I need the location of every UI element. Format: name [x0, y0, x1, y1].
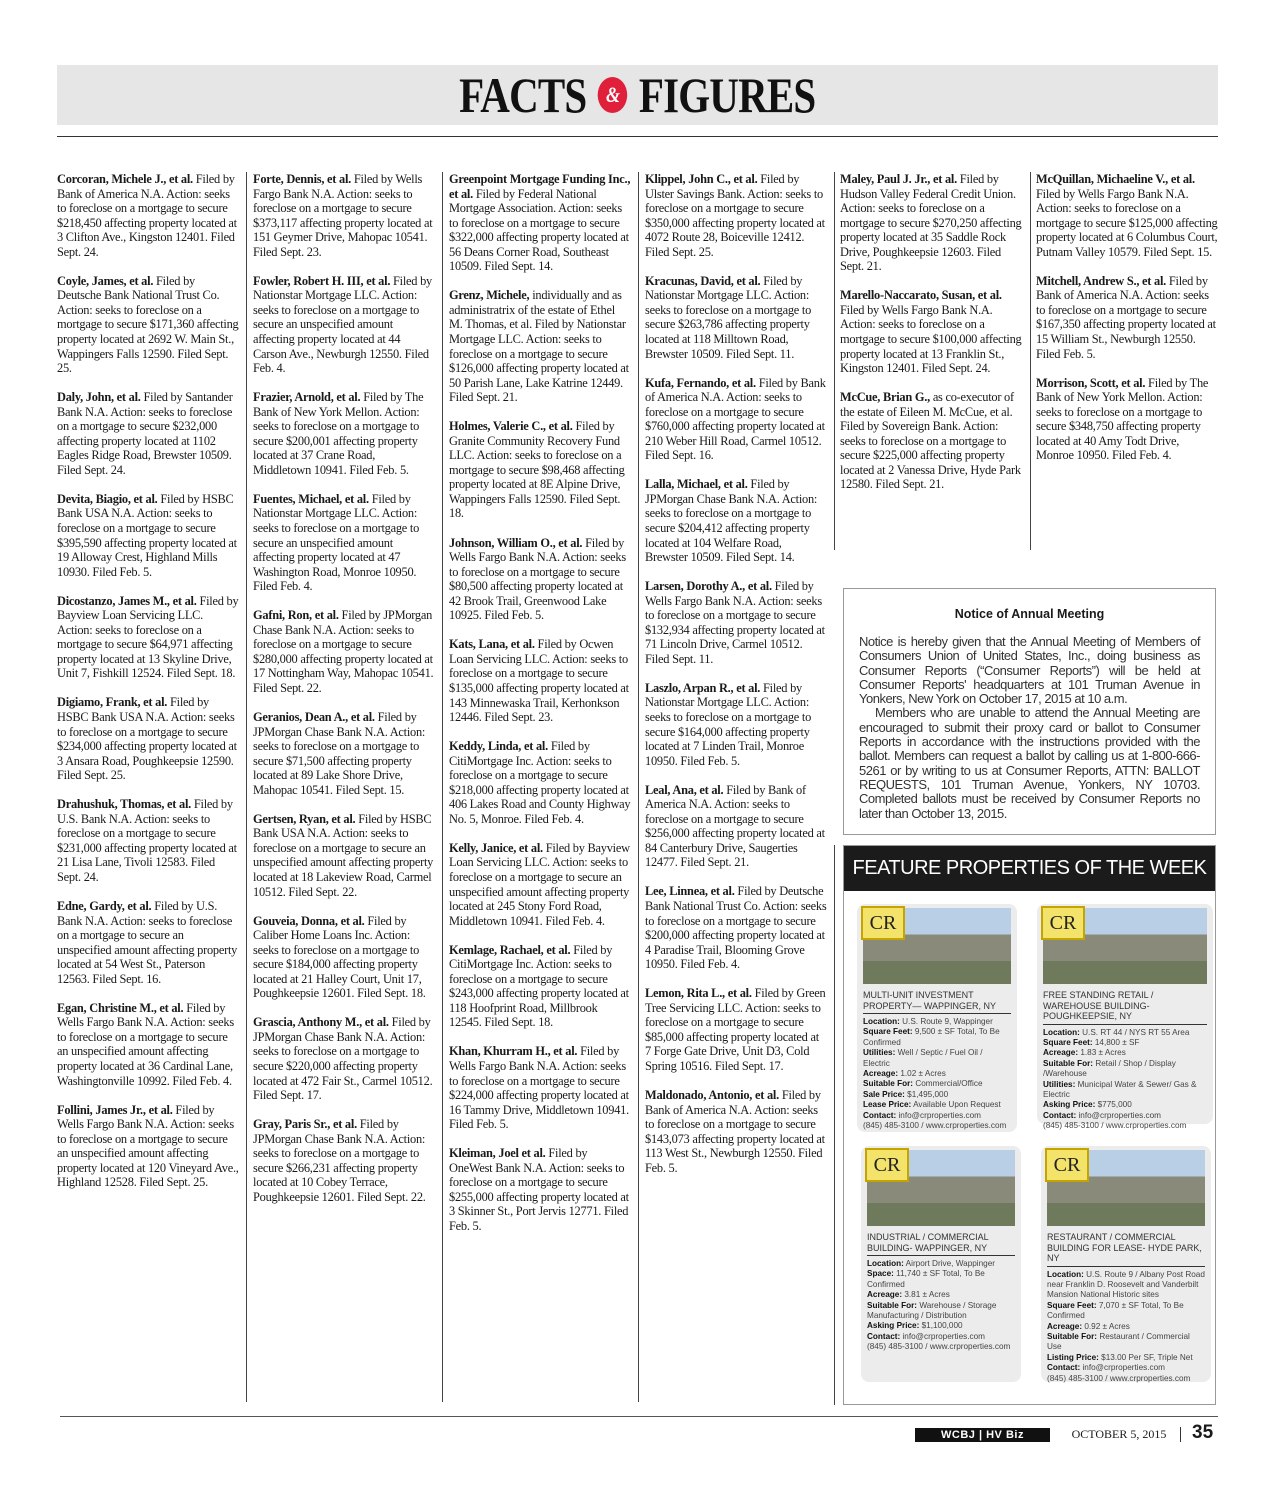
spec-label: Location:	[863, 1017, 900, 1026]
entry-details: Filed by Bayview Loan Servicing LLC. Action: seeks to foreclose on a mortgage to secure $64,971 affecting property located at 13 Skyline Drive, Unit 7, Fishkill 12524. Filed Sept. 18.	[57, 593, 239, 681]
defendant-name: Geranios, Dean A., et al.	[253, 710, 375, 724]
property-spec	[863, 1100, 1011, 1110]
entry-details: Filed by Santander Bank N.A. Action: seeks to foreclose on a mortgage to secure $232,000 affecting property located at 1102 Eagles Ridge Road, Brewster 10509. Filed Sept. 24.	[57, 390, 233, 477]
property-spec	[1043, 1038, 1207, 1048]
defendant-name: Kufa, Fernando, et al.	[645, 375, 756, 390]
property-spec	[1043, 1059, 1207, 1080]
property-spec	[1043, 1121, 1207, 1131]
defendant-name: Keddy, Linda, et al.	[449, 739, 548, 754]
property-spec	[863, 1048, 1011, 1069]
spec-label: Acreage:	[1047, 1321, 1083, 1331]
spec-label: Sale Price:	[863, 1089, 905, 1099]
entry-details: individually and as administratrix of the estate of Ethel M. Thomas, et al. Filed by Nationstar Mortgage LLC. Action: seeks to foreclose on a mortgage to secure $126,000 affecting property located at 50 Parish Lane, Lake Katrine 12449. Filed Sept. 21.	[449, 288, 629, 405]
entry-details: Filed by Wells Fargo Bank N.A. Action: seeks to foreclose on a mortgage to secure $125,000 affecting property located at 6 Columbus Court, Putnam Valley 10579. Filed Sept. 15.	[1036, 186, 1218, 259]
entry-details: Filed by CitiMortgage Inc. Action: seeks to foreclose on a mortgage to secure $243,000 affecting property located at 118 Hoofprint Road, Millbrook 12545. Filed Sept. 18.	[449, 942, 629, 1030]
defendant-name: Gouveia, Donna, et al.	[253, 913, 365, 928]
spec-value: 14,800 ± SF	[1094, 1037, 1140, 1047]
spec-value: (845) 485-3100 / www.crproperties.com	[863, 1121, 1007, 1131]
spec-label: Listing Price:	[1047, 1352, 1099, 1362]
defendant-name: Maley, Paul J. Jr., et al.	[840, 172, 957, 186]
defendant-name: Morrison, Scott, et al.	[1036, 375, 1146, 390]
defendant-name: Kleiman, Joel et al.	[449, 1146, 546, 1161]
defendant-name: Khan, Khurram H., et al.	[449, 1044, 578, 1059]
spec-value: Warehouse / Storage Manufacturing / Distribution	[867, 1300, 997, 1321]
defendant-name: Corcoran, Michele J., et al.	[57, 172, 193, 186]
spec-value: 7,070 ± SF Total, To Be Confirmed	[1047, 1300, 1184, 1321]
entry-details: Filed by JPMorgan Chase Bank N.A. Action: seeks to foreclose on a mortgage to secure $266,231 affecting property located at 10 Cobey Terrace, Poughkeepsie 12601. Filed Sept. 22.	[253, 1117, 426, 1204]
entry-details: Filed by Nationstar Mortgage LLC. Action: seeks to foreclose on a mortgage to secure an unspecified amount affecting property located at 44 Carson Ave., Newburgh 12550. Filed Feb. 4.	[253, 273, 432, 376]
foreclosure-entry	[253, 608, 435, 695]
entry-details: Filed by JPMorgan Chase Bank N.A. Action: seeks to foreclose on a mortgage to secure $71,500 affecting property located at 89 Lake Shore Drive, Mahopac 10541. Filed Sept. 15.	[253, 710, 426, 797]
spec-value: Restaurant / Commercial Use	[1047, 1331, 1190, 1352]
property-spec	[1043, 1100, 1207, 1110]
entry-details: Filed by Wells Fargo Bank N.A. Action: seeks to foreclose on a mortgage to secure an unspecified amount affecting property located at 120 Vineyard Ave., Highland 12528. Filed Sept. 25.	[57, 1102, 239, 1190]
entry-details: Filed by Wells Fargo Bank N.A. Action: seeks to foreclose on a mortgage to secure $373,117 affecting property located at 151 Geymer Drive, Mahopac 10541. Filed Sept. 23.	[253, 172, 433, 259]
foreclosure-entry	[253, 492, 435, 594]
foreclosure-entry	[645, 681, 827, 768]
property-card	[857, 904, 1017, 1132]
spec-value: Airport Drive, Wappinger	[905, 1259, 996, 1268]
property-card	[861, 1146, 1021, 1382]
defendant-name: Gertsen, Ryan, et al.	[253, 811, 356, 826]
defendant-name: Laszlo, Arpan R., et al.	[645, 680, 761, 695]
property-spec	[863, 1027, 1011, 1048]
entry-details: Filed by Wells Fargo Bank N.A. Action: seeks to foreclose on a mortgage to secure an unspecified amount affecting property located at 36 Cardinal Lane, Washingtonville 10992. Filed Feb. 4.	[57, 1000, 234, 1088]
annual-meeting-notice	[843, 588, 1216, 835]
spec-value: $1,495,000	[907, 1089, 949, 1099]
property-spec	[1043, 1048, 1207, 1058]
spec-value: 1.02 ± Acres	[900, 1069, 946, 1079]
entry-details: Filed by Nationstar Mortgage LLC. Action: seeks to foreclose on a mortgage to secure an unspecified amount affecting property located at 47 Washington Road, Monroe 10950. Filed Feb. 4.	[253, 491, 420, 594]
spec-label: Square Feet:	[1047, 1300, 1097, 1310]
property-card	[1041, 1146, 1211, 1382]
defendant-name: Devita, Biagio, et al.	[57, 491, 158, 506]
column-5	[840, 172, 1022, 506]
property-spec	[867, 1321, 1015, 1331]
foreclosure-entry	[449, 943, 631, 1030]
foreclosure-entry	[449, 419, 631, 521]
foreclosure-entry	[1036, 274, 1218, 361]
property-photo	[867, 1150, 1015, 1226]
column-divider	[834, 172, 835, 550]
defendant-name: Frazier, Arnold, et al.	[253, 390, 361, 405]
spec-value: Retail / Shop / Display /Warehouse	[1043, 1058, 1176, 1079]
spec-label: Square Feet:	[863, 1027, 913, 1037]
column-3	[449, 172, 631, 1248]
column-divider	[638, 172, 639, 1402]
foreclosure-entry	[449, 1044, 631, 1131]
cr-logo: CR	[1041, 906, 1085, 940]
spec-label: Space:	[867, 1269, 894, 1279]
entry-details: Filed by Bank of America N.A. Action: seeks to foreclose on a mortgage to secure $167,350 affecting property located at 15 William St., Newburgh 12550. Filed Feb. 5.	[1036, 273, 1216, 361]
page-title	[459, 66, 815, 124]
spec-value: info@crproperties.com	[898, 1110, 981, 1120]
entry-details: Filed by Nationstar Mortgage LLC. Action: seeks to foreclose on a mortgage to secure $164,000 affecting property located at 7 Linden Trail, Monroe 10950. Filed Feb. 5.	[645, 680, 812, 768]
foreclosure-entry	[645, 477, 827, 564]
entry-details: Filed by JPMorgan Chase Bank N.A. Action: seeks to foreclose on a mortgage to secure $204,412 affecting property located at 104 Welfare Road, Brewster 10509. Filed Sept. 14.	[645, 477, 818, 565]
foreclosure-entry	[645, 884, 827, 971]
spec-label: Contact:	[867, 1331, 901, 1341]
foreclosure-entry	[645, 783, 827, 870]
property-spec	[1043, 1111, 1207, 1121]
masthead	[57, 65, 1218, 125]
page-number: 35	[1192, 1422, 1214, 1443]
entry-details: Filed by Wells Fargo Bank N.A. Action: seeks to foreclose on a mortgage to secure $80,500 affecting property located at 42 Brook Trail, Greenwood Lake 10925. Filed Feb. 5.	[449, 535, 626, 623]
foreclosure-entry	[253, 1015, 435, 1102]
entry-details: Filed by Wells Fargo Bank N.A. Action: seeks to foreclose on a mortgage to secure $224,000 affecting property located at 16 Tammy Drive, Middletown 10941. Filed Feb. 5.	[449, 1044, 629, 1132]
defendant-name: Drahushuk, Thomas, et al.	[57, 797, 191, 812]
spec-label: Suitable For:	[863, 1079, 914, 1089]
spec-label: Suitable For:	[867, 1300, 918, 1310]
cr-logo: CR	[1045, 1148, 1089, 1182]
spec-label: Asking Price:	[1043, 1100, 1096, 1110]
spec-value: U.S. Route 9 / Albany Post Road near Franklin D. Roosevelt and Vanderbilt Mansion National Historic sites	[1047, 1269, 1205, 1300]
defendant-name: Grenz, Michele,	[449, 288, 530, 303]
entry-details: Filed by U.S. Bank N.A. Action: seeks to foreclose on a mortgage to secure $231,000 affecting property located at 21 Lisa Lane, Tivoli 12583. Filed Sept. 24.	[57, 797, 237, 884]
foreclosure-entry	[57, 594, 239, 681]
spec-value: $1,100,000	[921, 1321, 963, 1331]
property-spec	[867, 1269, 1015, 1290]
entry-details: Filed by Ocwen Loan Servicing LLC. Action: seeks to foreclose on a mortgage to secure $135,000 affecting property located at 143 Minnewaska Trail, Kerhonkson 12446. Filed Sept. 23.	[449, 637, 629, 725]
spec-label: Contact:	[1043, 1110, 1077, 1120]
foreclosure-entry	[253, 390, 435, 477]
entry-details: Filed by HSBC Bank USA N.A. Action: seeks to foreclose on a mortgage to secure $395,590 affecting property located at 19 Alloway Crest, Highland Mills 10930. Filed Feb. 5.	[57, 491, 237, 579]
entry-details: Filed by Bank of America N.A. Action: seeks to foreclose on a mortgage to secure $218,450 affecting property located at 3 Clifton Ave., Kingston 12401. Filed Sept. 24.	[57, 172, 237, 259]
spec-value: U.S. Route 9, Wappinger	[902, 1017, 993, 1026]
notice-title: Notice of Annual Meeting	[954, 607, 1105, 621]
foreclosure-entry	[57, 797, 239, 884]
entry-details: as co-executor of the estate of Eileen M. McCue, et al. Filed by Sovereign Bank. Action: seeks to foreclose on a mortgage to secure $225,000 affecting property located at 2 Vanessa Drive, Hyde Park 12580. Filed Sept. 21.	[840, 390, 1021, 492]
foreclosure-entry	[57, 390, 239, 477]
spec-value: (845) 485-3100 / www.crproperties.com	[1043, 1121, 1187, 1131]
entry-details: Filed by Wells Fargo Bank N.A. Action: seeks to foreclose on a mortgage to secure $100,000 affecting property located at 13 Franklin St., Kingston 12401. Filed Sept. 24.	[840, 302, 1022, 376]
property-spec	[867, 1259, 1015, 1269]
defendant-name: Lee, Linnea, et al.	[645, 884, 735, 899]
spec-label: Acreage:	[863, 1069, 899, 1079]
property-spec	[867, 1290, 1015, 1300]
foreclosure-entry	[840, 288, 1022, 375]
property-spec	[863, 1069, 1011, 1079]
issue-date: OCTOBER 5, 2015	[1058, 1427, 1181, 1442]
defendant-name: McCue, Brian G.,	[840, 390, 930, 405]
defendant-name: Forte, Dennis, et al.	[253, 172, 351, 186]
column-divider	[834, 845, 835, 1405]
column-6	[1036, 172, 1218, 477]
foreclosure-entry	[645, 986, 827, 1073]
defendant-name: McQuillan, Michaeline V., et al.	[1036, 172, 1195, 186]
spec-label: Location:	[1047, 1269, 1084, 1279]
spec-value: (845) 485-3100 / www.crproperties.com	[867, 1342, 1011, 1352]
spec-label: Location:	[867, 1259, 904, 1268]
defendant-name: Fuentes, Michael, et al.	[253, 491, 369, 506]
foreclosure-entry	[645, 376, 827, 463]
defendant-name: Kracunas, David, et al.	[645, 273, 761, 288]
spec-value: U.S. RT 44 / NYS RT 55 Area	[1082, 1027, 1190, 1037]
defendant-name: Fowler, Robert H. III, et al.	[253, 273, 391, 288]
defendant-name: Kelly, Janice, et al.	[449, 840, 543, 855]
spec-value: 9,500 ± SF Total, To Be Confirmed	[863, 1027, 1000, 1047]
property-spec	[863, 1111, 1011, 1121]
spec-value: info@crproperties.com	[1078, 1110, 1161, 1120]
foreclosure-entry	[253, 914, 435, 1001]
entry-details: Filed by Wells Fargo Bank N.A. Action: seeks to foreclose on a mortgage to secure $132,934 affecting property located at 71 Lincoln Drive, Carmel 10512. Filed Sept. 11.	[645, 579, 825, 666]
spec-value: 1.83 ± Acres	[1080, 1048, 1126, 1058]
column-divider	[442, 172, 443, 1402]
property-spec	[867, 1332, 1015, 1342]
property-spec	[1047, 1322, 1205, 1332]
foreclosure-entry	[57, 172, 239, 259]
entry-details: Filed by U.S. Bank N.A. Action: seeks to foreclose on a mortgage to secure an unspecified amount affecting property located at 54 West St., Paterson 12563. Filed Sept. 16.	[57, 899, 238, 986]
foreclosure-entry	[449, 637, 631, 724]
entry-details: Filed by Caliber Home Loans Inc. Action: seeks to foreclose on a mortgage to secure $184,000 affecting property located at 21 Halley Court, Unit 17, Poughkeepsie 12601. Filed Sept. 18.	[253, 913, 426, 1001]
foreclosure-entry	[1036, 376, 1218, 463]
defendant-name: Mitchell, Andrew S., et al.	[1036, 273, 1166, 288]
spec-value: Available Upon Request	[913, 1100, 1001, 1110]
defendant-name: Coyle, James, et al.	[57, 273, 154, 288]
defendant-name: Larsen, Dorothy A., et al.	[645, 579, 772, 594]
column-divider	[1030, 172, 1031, 550]
foreclosure-entry	[253, 274, 435, 376]
publication-name: WCBJ | HV Biz	[915, 1428, 1050, 1442]
spec-label: Utilities:	[863, 1048, 896, 1058]
property-spec	[1047, 1353, 1205, 1363]
feature-title: FEATURE PROPERTIES OF THE WEEK	[844, 846, 1215, 891]
notice-paragraph: Notice is hereby given that the Annual Meeting of Members of Consumers Union of United States, Inc., doing business as Consumer Reports (“Consumer Reports”) will be held at Consumer Reports' headquarters at 101 Truman Avenue in Yonkers, New York on October 17, 2015 at 10 a.m.	[859, 634, 1200, 707]
property-spec	[867, 1342, 1015, 1352]
entry-details: Filed by Bayview Loan Servicing LLC. Action: seeks to foreclose on a mortgage to secure an unspecified amount affecting property located at 245 Stony Ford Road, Middletown 10941. Filed Feb. 4.	[449, 840, 630, 928]
defendant-name: Lalla, Michael, et al.	[645, 477, 748, 492]
defendant-name: Edne, Gardy, et al.	[57, 899, 152, 914]
ampersand-badge: &	[598, 77, 628, 113]
bottom-divider	[60, 1416, 1218, 1417]
defendant-name: Grascia, Anthony M., et al.	[253, 1015, 389, 1030]
entry-details: Filed by JPMorgan Chase Bank N.A. Action: seeks to foreclose on a mortgage to secure $280,000 affecting property located at 17 Nottingham Way, Mahopac 10541. Filed Sept. 22.	[253, 608, 434, 695]
foreclosure-entry	[645, 172, 827, 259]
property-spec	[863, 1017, 1011, 1027]
spec-label: Suitable For:	[1047, 1331, 1098, 1341]
spec-label: Acreage:	[867, 1290, 903, 1300]
spec-value: 11,740 ± SF Total, To Be Confirmed	[867, 1269, 985, 1289]
foreclosure-entry	[840, 172, 1022, 274]
defendant-name: Kats, Lana, et al.	[449, 637, 535, 652]
entry-details: Filed by Hudson Valley Federal Credit Union. Action: seeks to foreclose on a mortgage to secure $270,250 affecting property located at 35 Saddle Rock Drive, Poughkeepsie 12603. Filed Sept. 21.	[840, 172, 1022, 274]
spec-label: Asking Price:	[867, 1321, 920, 1331]
spec-label: Suitable For:	[1043, 1058, 1094, 1068]
entry-details: Filed by CitiMortgage Inc. Action: seeks to foreclose on a mortgage to secure $218,000 affecting property located at 406 Lakes Road and County Highway No. 5, Monroe. Filed Feb. 4.	[449, 739, 631, 826]
foreclosure-entry	[57, 695, 239, 782]
property-photo	[1043, 908, 1207, 984]
foreclosure-entry	[449, 536, 631, 623]
foreclosure-entry	[57, 492, 239, 579]
property-card	[1037, 904, 1213, 1131]
foreclosure-entry	[645, 579, 827, 666]
spec-value: Commercial/Office	[915, 1079, 983, 1089]
property-spec	[863, 1090, 1011, 1100]
entry-details: Filed by JPMorgan Chase Bank N.A. Action: seeks to foreclose on a mortgage to secure $220,000 affecting property located at 472 Fair St., Carmel 10512. Filed Sept. 17.	[253, 1015, 433, 1103]
entry-details: Filed by Deutsche Bank National Trust Co. Action: seeks to foreclose on a mortgage to secure $171,360 affecting property located at 2692 W. Main St., Wappingers Falls 12590. Filed Sept. 25.	[57, 273, 239, 376]
defendant-name: Follini, James Jr., et al.	[57, 1102, 173, 1117]
entry-details: Filed by Bank of America N.A. Action: seeks to foreclose on a mortgage to secure $760,000 affecting property located at 210 Weber Hill Road, Carmel 10512. Filed Sept. 16.	[645, 375, 826, 463]
foreclosure-entry	[449, 288, 631, 404]
cr-logo: CR	[861, 906, 905, 940]
defendant-name: Holmes, Valerie C., et al.	[449, 419, 573, 434]
property-title: FREE STANDING RETAIL / WAREHOUSE BUILDING- POUGHKEEPSIE, NY	[1043, 990, 1207, 1025]
property-spec	[863, 1121, 1011, 1131]
spec-label: Contact:	[863, 1110, 897, 1120]
entry-details: Filed by Granite Community Recovery Fund LLC. Action: seeks to foreclose on a mortgage to secure $98,468 affecting property located at 8E Alpine Drive, Wappingers Falls 12590. Filed Sept. 18.	[449, 419, 625, 521]
spec-value: (845) 485-3100 / www.crproperties.com	[1047, 1373, 1191, 1383]
entry-details: Filed by The Bank of New York Mellon. Action: seeks to foreclose on a mortgage to secure $348,750 affecting property located at 40 Amy Todt Drive, Monroe 10950. Filed Feb. 4.	[1036, 375, 1209, 463]
entry-details: Filed by Green Tree Servicing LLC. Action: seeks to foreclose on a mortgage to secure $85,000 affecting property located at 7 Forge Gate Drive, Unit D3, Cold Spring 10516. Filed Sept. 17.	[645, 986, 826, 1073]
spec-value: info@crproperties.com	[902, 1331, 985, 1341]
column-1	[57, 172, 239, 1204]
spec-label: Contact:	[1047, 1363, 1081, 1373]
spec-label: Lease Price:	[863, 1100, 912, 1110]
spec-label: Utilities:	[1043, 1079, 1076, 1089]
defendant-name: Gray, Paris Sr., et al.	[253, 1117, 357, 1132]
foreclosure-entry	[449, 739, 631, 826]
spec-value: $775,000	[1097, 1100, 1132, 1110]
property-spec	[1047, 1332, 1205, 1353]
entry-details: Filed by Bank of America N.A. Action: seeks to foreclose on a mortgage to secure $143,073 affecting property located at 113 West St., Newburgh 12550. Filed Feb. 5.	[645, 1088, 825, 1175]
defendant-name: Greenpoint Mortgage Funding Inc., et al.	[449, 172, 631, 201]
foreclosure-entry	[1036, 172, 1218, 259]
entry-details: Filed by HSBC Bank USA N.A. Action: seeks to foreclose on a mortgage to secure $234,000 affecting property located at 3 Ansara Road, Poughkeepsie 12590. Filed Sept. 25.	[57, 695, 237, 783]
property-title: RESTAURANT / COMMERCIAL BUILDING FOR LEASE- HYDE PARK, NY	[1047, 1232, 1205, 1267]
property-title: INDUSTRIAL / COMMERCIAL BUILDING- WAPPINGER, NY	[867, 1232, 1015, 1256]
entry-details: Filed by Federal National Mortgage Association. Action: seeks to foreclose on a mortgage to secure $322,000 affecting property located at 56 Deans Corner Road, Southeast 10509. Filed Sept. 14.	[449, 186, 629, 274]
spec-value: $13.00 Per SF, Triple Net	[1101, 1352, 1193, 1362]
foreclosure-entry	[253, 710, 435, 797]
entry-details: Filed by OneWest Bank N.A. Action: seeks to foreclose on a mortgage to secure $255,000 affecting property located at 3 Skinner St., Port Jervis 12771. Filed Feb. 5.	[449, 1146, 629, 1233]
spec-value: Municipal Water & Sewer/ Gas & Electric	[1043, 1079, 1197, 1099]
property-spec	[867, 1301, 1015, 1322]
foreclosure-entry	[645, 274, 827, 361]
entry-details: Filed by Ulster Savings Bank. Action: seeks to foreclose on a mortgage to secure $350,000 affecting property located at 4072 Route 28, Boiceville 12412. Filed Sept. 25.	[645, 172, 825, 259]
property-spec	[1047, 1374, 1205, 1384]
defendant-name: Daly, John, et al.	[57, 390, 141, 405]
defendant-name: Gafni, Ron, et al.	[253, 608, 339, 623]
spec-value: 3.81 ± Acres	[904, 1290, 950, 1300]
spec-label: Square Feet:	[1043, 1037, 1093, 1047]
property-spec	[863, 1079, 1011, 1089]
spec-label: Acreage:	[1043, 1048, 1079, 1058]
column-2	[253, 172, 435, 1219]
property-spec	[1043, 1028, 1207, 1038]
cr-logo: CR	[865, 1148, 909, 1182]
title-figures: FIGURES	[639, 67, 816, 123]
defendant-name: Digiamo, Frank, et al.	[57, 695, 168, 710]
property-spec	[1047, 1363, 1205, 1373]
entry-details: Filed by Bank of America N.A. Action: seeks to foreclose on a mortgage to secure $256,000 affecting property located at 84 Canterbury Drive, Saugerties 12477. Filed Sept. 21.	[645, 782, 825, 870]
foreclosure-entry	[57, 899, 239, 986]
column-4	[645, 172, 827, 1190]
entry-details: Filed by Deutsche Bank National Trust Co. Action: seeks to foreclose on a mortgage to secure $200,000 affecting property located at 4 Paradise Trail, Blooming Grove 10950. Filed Feb. 4.	[645, 884, 827, 972]
spec-value: info@crproperties.com	[1082, 1363, 1165, 1373]
property-spec	[1043, 1080, 1207, 1101]
property-spec	[1047, 1301, 1205, 1322]
foreclosure-entry	[57, 1001, 239, 1088]
foreclosure-entry	[449, 841, 631, 928]
spec-value: Well / Septic / Fuel Oil / Electric	[863, 1048, 983, 1068]
spec-value: 0.92 ± Acres	[1084, 1321, 1130, 1331]
spec-label: Location:	[1043, 1027, 1080, 1037]
defendant-name: Klippel, John C., et al.	[645, 172, 758, 186]
foreclosure-entry	[253, 812, 435, 899]
defendant-name: Johnson, William O., et al.	[449, 535, 583, 550]
entry-details: Filed by Nationstar Mortgage LLC. Action: seeks to foreclose on a mortgage to secure $263,786 affecting property located at 118 Milltown Road, Brewster 10509. Filed Sept. 11.	[645, 273, 812, 361]
defendant-name: Dicostanzo, James M., et al.	[57, 593, 197, 608]
defendant-name: Egan, Christine M., et al.	[57, 1000, 184, 1015]
property-spec	[1047, 1270, 1205, 1301]
defendant-name: Leal, Ana, et al.	[645, 782, 724, 797]
property-photo	[1047, 1150, 1205, 1226]
notice-paragraph: Members who are unable to attend the Annual Meeting are encouraged to submit their proxy card or ballot to Consumer Reports in accordance with the instructions provided with the ballot. Members can request a ballot by calling us at 1-800-666-5261 or by writing to us at Consumer Reports, ATTN: BALLOT REQUESTS, 101 Truman Avenue, Yonkers, NY 10703. Completed ballots must be received by Consumer Reports no later than October 13, 2015.	[859, 705, 1200, 821]
entry-details: Filed by HSBC Bank USA N.A. Action: seeks to foreclose on a mortgage to secure an unspecified amount affecting property located at 18 Lakeview Road, Carmel 10512. Filed Sept. 22.	[253, 811, 434, 899]
foreclosure-entry	[57, 1103, 239, 1190]
foreclosure-entry	[57, 274, 239, 376]
foreclosure-entry	[840, 390, 1022, 492]
top-divider	[57, 136, 1218, 137]
defendant-name: Marello-Naccarato, Susan, et al.	[840, 288, 1002, 303]
feature-properties	[843, 845, 1216, 1405]
foreclosure-entry	[253, 1117, 435, 1204]
defendant-name: Kemlage, Rachael, et al.	[449, 942, 571, 957]
defendant-name: Maldonado, Antonio, et al.	[645, 1088, 779, 1103]
defendant-name: Lemon, Rita L., et al.	[645, 986, 752, 1001]
foreclosure-entry	[253, 172, 435, 259]
entry-details: Filed by The Bank of New York Mellon. Action: seeks to foreclose on a mortgage to secure $200,001 affecting property located at 37 Crane Road, Middletown 10941. Filed Feb. 5.	[253, 390, 424, 477]
foreclosure-entry	[449, 172, 631, 274]
property-photo	[863, 908, 1011, 984]
foreclosure-entry	[449, 1146, 631, 1233]
title-facts: FACTS	[459, 67, 587, 123]
foreclosure-entry	[645, 1088, 827, 1175]
column-divider	[246, 172, 247, 1402]
property-title: MULTI-UNIT INVESTMENT PROPERTY— WAPPINGER, NY	[863, 990, 1011, 1014]
